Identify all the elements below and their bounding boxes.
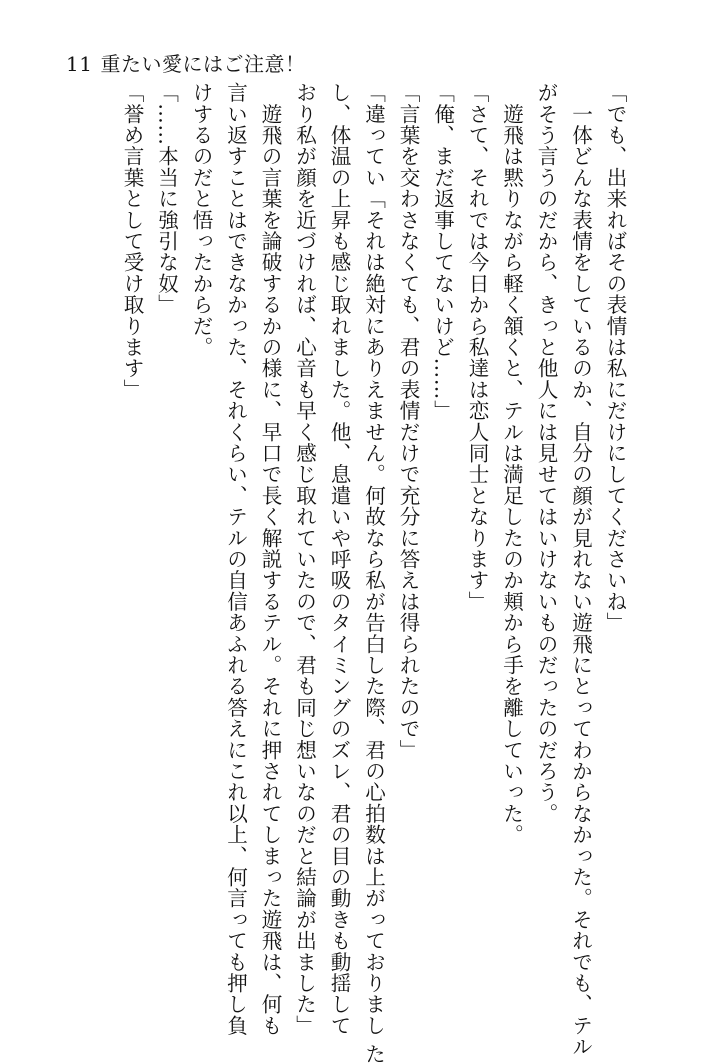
text-line: し、体温の上昇も感じ取れました。他、息遣いや呼吸のタイミングのズレ、君の目の動きも動揺して — [327, 82, 351, 1036]
text-line: けするのだと悟ったからだ。 — [189, 82, 213, 358]
text-line: 遊飛は黙りながら軽く頷くと、テルは満足したのか頬から手を離していった。 — [499, 82, 524, 846]
page-header — [66, 52, 305, 76]
vertical-body-text — [115, 82, 633, 1064]
text-line: 言い返すことはできなかった、それくらい、テルの自信あふれる答えにこれ以上、何言っても押し負 — [223, 82, 248, 1036]
text-line: 「でも、出来ればその表情は私にだけにしてくださいね」 — [603, 82, 627, 634]
text-line: 「さて、それでは今日から私達は恋人同士となります」 — [465, 82, 489, 612]
page-number: 11 — [66, 52, 93, 76]
text-line: 「言葉を交わさなくても、君の表情だけで充分に答えは得られたので」 — [396, 82, 420, 761]
text-line: がそう言うのだから、きっと他人には見せてはいけないものだったのだろう。 — [534, 82, 558, 824]
chapter-title: 重たい愛にはご注意！ — [100, 52, 306, 76]
text-line: 一体どんな表情をしているのか、自分の顔が見れない遊飛にとってわからなかった。それでも、テル — [568, 82, 593, 1058]
text-line: 「俺、まだ返事してないけど……」 — [430, 82, 455, 422]
text-line: 遊飛の言葉を論破するかの様に、早口で長く解説するテル。それに押されてしまった遊飛は、何も — [258, 82, 282, 1036]
text-line: 「誉め言葉として受け取ります」 — [120, 82, 144, 400]
text-line: おり私が顔を近づければ、心音も早く感じ取れていたので、君も同じ想いなのだと結論が出ました」 — [292, 82, 317, 1036]
text-line: 「……本当に強引な奴」 — [154, 82, 179, 316]
text-line: 「違ってい「それは絶対にありえません。何故なら私が告白した際、君の心拍数は上がっておりまし た — [361, 82, 386, 1064]
